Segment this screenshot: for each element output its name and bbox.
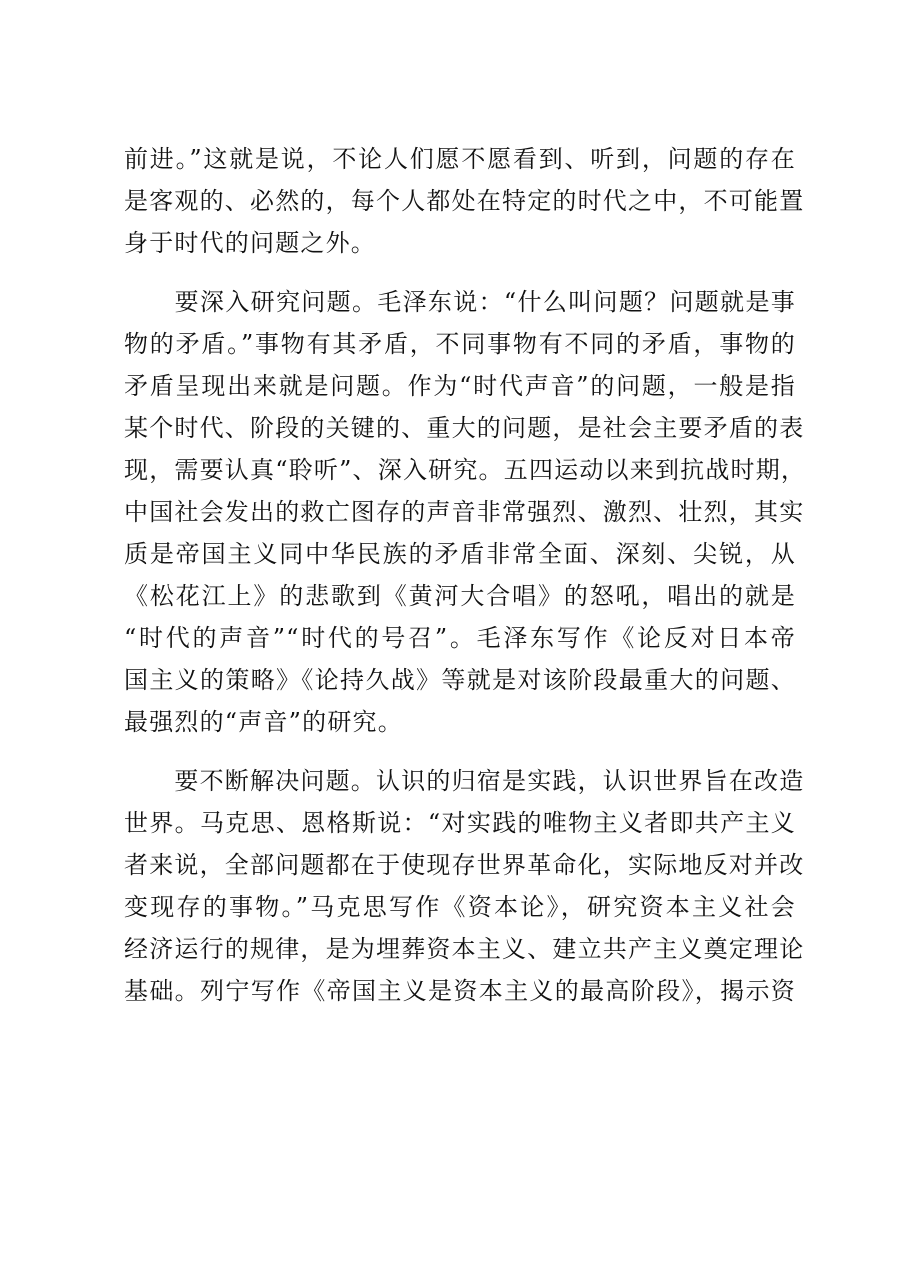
paragraph-2 (124, 281, 807, 743)
text-line: 矛盾呈现出来就是问题。作为“时代声音”的问题，一般是指 (124, 372, 796, 400)
text-line: 者来说，全部问题都在于使现存世界革命化，实际地反对并改 (124, 851, 805, 879)
paragraph-3 (124, 760, 805, 1012)
text-line: “时代的声音”“时代的号召”。毛泽东写作《论反对日本帝 (124, 624, 796, 652)
text-line: 前进。”这就是说，不论人们愿不愿看到、听到，问题的存在 (124, 145, 796, 173)
text-line: 要不断解决问题。认识的归宿是实践，认识世界旨在改造 (124, 767, 805, 795)
text-line: 经济运行的规律，是为埋葬资本主义、建立共产主义奠定理论 (124, 935, 805, 963)
text-line: 《松花江上》的悲歌到《黄河大合唱》的怒吼，唱出的就是 (124, 582, 796, 610)
text-line: 最强烈的“声音”的研究。 (124, 708, 403, 736)
text-line: 国主义的策略》《论持久战》等就是对该阶段最重大的问题、 (124, 666, 796, 694)
paragraph-1 (124, 138, 805, 264)
text-line: 现，需要认真“聆听”、深入研究。五四运动以来到抗战时期， (124, 456, 807, 484)
text-line: 某个时代、阶段的关键的、重大的问题，是社会主要矛盾的表 (124, 414, 805, 442)
text-line: 身于时代的问题之外。 (124, 229, 376, 257)
text-line: 世界。马克思、恩格斯说：“对实践的唯物主义者即共产主义 (124, 809, 796, 837)
paragraph-spacer (124, 743, 796, 760)
document-body (124, 138, 807, 1012)
text-line: 基础。列宁写作《帝国主义是资本主义的最高阶段》，揭示资 (124, 977, 796, 1005)
text-line: 要深入研究问题。毛泽东说：“什么叫问题？问题就是事 (124, 288, 796, 316)
text-line: 质是帝国主义同中华民族的矛盾非常全面、深刻、尖锐，从 (124, 540, 796, 568)
text-line: 中国社会发出的救亡图存的声音非常强烈、激烈、壮烈，其实 (124, 498, 805, 526)
paragraph-spacer (124, 264, 796, 281)
text-line: 物的矛盾。”事物有其矛盾，不同事物有不同的矛盾，事物的 (124, 330, 796, 358)
text-line: 变现存的事物。”马克思写作《资本论》，研究资本主义社会 (124, 893, 796, 921)
text-line: 是客观的、必然的，每个人都处在特定的时代之中，不可能置 (124, 187, 805, 215)
